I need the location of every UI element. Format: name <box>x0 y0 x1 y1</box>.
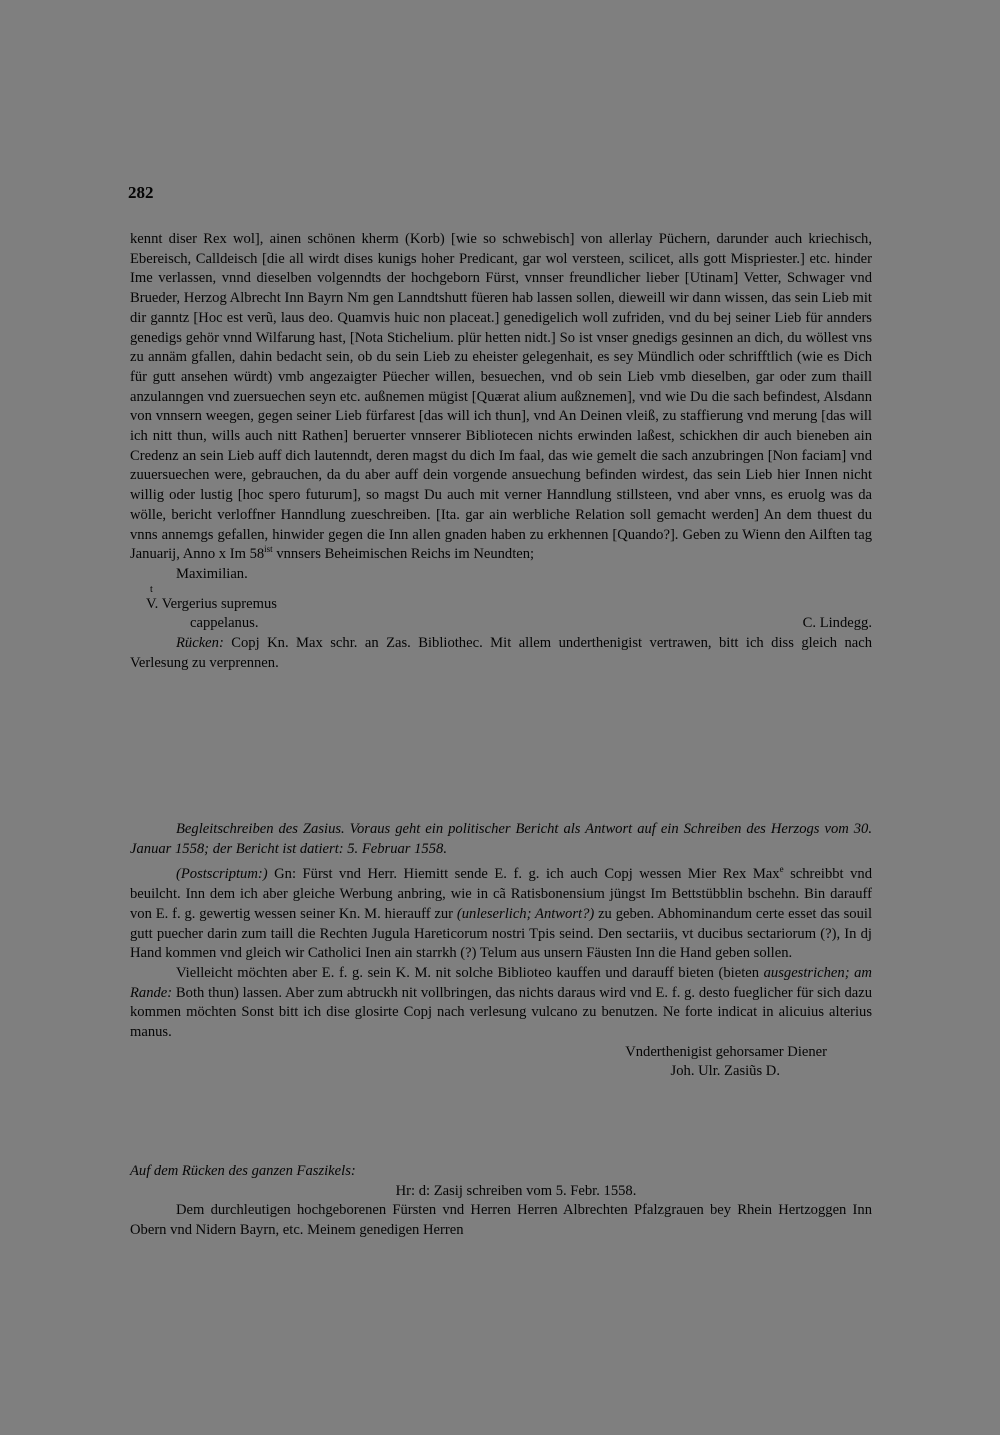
postscript-text-e: Both thun) lassen. Aber zum abtruckh nit vollbringen, das nichts daraus wird vnd E. f. g. desto fueglicher für sich dazu kommen möchten Sonst bitt ich dise glosirte Copj nach verlesung vulcano zu benutzen. Ne forte indicat in alicuius alterius manus. <box>130 984 872 1041</box>
vergerius-row <box>130 614 872 634</box>
fascicle-line-2: Dem durchleutigen hochgeborenen Fürsten vnd Herren Herren Albrechten Pfalzgrauen bey Rhein Hertzoggen Inn Obern vnd Nidern Bayrn, etc. Meinem genedigen Herren <box>130 1202 872 1239</box>
editor-note: Begleitschreiben des Zasius. Voraus geht ein politischer Bericht als Antwort auf ein Schreiben des Herzogs vom 30. Januar 1558; der Bericht ist datiert: 5. Februar 1558. <box>130 821 872 857</box>
postscript-text-b: schreibbt vnd beuilcht. Inn dem ich aber gleiche Werbung anbring, wie in cã Ratisbonensium jüngst Im Bettstübblin bschehn. Bin darauff von E. f. g. gewertig wessen seiner Kn. M. hierauff zur <box>130 866 873 922</box>
postscript-text-d: Vielleicht möchten aber E. f. g. sein K. M. nit solche Biblioteo kauffen und darauff bieten (bieten <box>176 964 764 981</box>
letter-block <box>130 230 872 673</box>
postscript-paragraph-1 <box>130 865 872 964</box>
fascicle-block <box>130 1162 872 1241</box>
postscript-text-a: Gn: Fürst vnd Herr. Hiemitt sende E. f. g. ich auch Copj wessen Mier Rex Max <box>267 866 780 883</box>
fascicle-heading: Auf dem Rücken des ganzen Faszikels: <box>130 1163 356 1179</box>
postscript-paragraph-2 <box>130 964 872 1043</box>
closing-line-2: Joh. Ulr. Zasiũs D. <box>670 1063 780 1080</box>
letter-body <box>130 230 872 565</box>
signature-maximilian: Maximilian. <box>176 565 248 582</box>
postscript-label: (Postscriptum:) <box>176 866 268 883</box>
postscript-italic-note-2: ausgestrichen; am Rande: <box>130 964 872 1001</box>
ruecken-label: Rücken: <box>176 635 224 652</box>
page-number: 282 <box>128 183 154 202</box>
letter-text: kennt diser Rex wol], ainen schönen kherm (Korb) [wie so schwebisch] von allerlay Püchern, darunder auch kriechisch, Ebereisch, Calldeisch [die all wirdt dises kunigs hoher Predicant, gar wol versteen, scilicet, alls gott Mispriester.] etc. hinder Ime verlassen, vnnd dieselben volgenndts der hochgeborn Fürst, vnnser freundlicher lieber [Utinam] Vetter, Schwager vnd Brueder, Herzog Albrecht Inn Bayrn Nm gen Lanndtshutt füeren hab lassen sollen, dieweill wir dann wissen, das sein Lieb mit dir ganntz [Hoc est verũ, laus deo. Quamvis huic non placeat.] genedigelich woll zufriden, vnd du bej seiner Lieb für annders genedigs gehör vnnd Wilfarung hast, [Nota Stichelium. plür hetten nidt.] So ist vnser gnedigs gesinnen an dich, du wöllest vns zu annäm gfallen, dahin bedacht sein, ob du sein Lieb zu eheister gelegenhait, es sey Mündlich oder schrifftlich (wie es Dich für gutt ansehen würdt) vmb angezaigter Püecher willen, besuechen, vnd ob sein Lieb vmb dieselben, gar oder zum thaill anzulanngen vnd zuersuechen seyn etc. außnemen mügist [Quærat alium außznemen], vnd wie Du die sach befindest, Alsdann von vnnsern weegen, gegen seiner Lieb fürfarest [das will ich thun], vnd An Deinen vleiß, zu staffierung vnd merung [das will ich nitt thun, wills auch nitt Rathen] beruerter vnnserer Bibliotecen nichts erwinden laßest, schickhen dir auch bieneben ain Credenz an sein Lieb auff dich lautenndt, deren magst du dich Im faal, das wie gemelt die sach anzubringen [Non faciam] vnd zuuersuechen were, gebrauchen, da du aber auff dein vorgende ansuechung befinden wirdest, das sein Lieb hier Innen nicht willig oder lustig [hoc spero futurum], so magst Du auch mit verner Hanndlung stillsteen, vnd aber vnns, es eruolg was da wölle, bericht verloffner Hanndlung zueschreiben. [Ita. gar ain werbliche Relation soll gemacht werden] An dem thuest du vnns annemgs gefallen, hinwider gegen die Inn allen gnaden haben zu erkhennen [Quando?]. Geben zu Wienn den Ailften tag Januarij, Anno x Im 58 <box>130 231 872 563</box>
postscript-superscript: e <box>779 864 784 875</box>
postscript-text-c: zu geben. Abhominandum certe esset das souil gutt puecher darin zum taill die Rechten Jugula Hareticorum nostri Tpis seind. Den sectariis, vt ducibus sectariorum (?), In dj Hand kommen vnd gleich wir Catholici Inen ain starrkh (?) Telum aus unsern Fäusten Inn die Hand geben sollen. <box>130 905 872 962</box>
vergerius-line2: cappelanus. <box>190 615 259 632</box>
postscript-block <box>130 820 872 1082</box>
fascicle-line-1: Hr: d: Zasij schreiben vom 5. Febr. 1558. <box>395 1182 637 1199</box>
letter-text-end: vnnsers Beheimischen Reichs im Neundten; <box>272 546 535 563</box>
vergerius-line1: V. Vergerius supremus <box>146 595 277 612</box>
postscript-italic-note: (unleserlich; Antwort?) <box>456 905 595 922</box>
closing-line-1: Vnderthenigist gehorsamer Diener <box>625 1043 827 1060</box>
letter-superscript: ist <box>264 544 273 555</box>
ruecken-note <box>130 634 872 673</box>
lindegg-signature: C. Lindegg. <box>802 615 872 632</box>
superscript-t: t <box>150 583 153 595</box>
ruecken-text: Copj Kn. Max schr. an Zas. Bibliothec. Mit allem underthenigist vertrawen, bitt ich diss gleich nach Verlesung zu verprennen. <box>130 635 872 671</box>
